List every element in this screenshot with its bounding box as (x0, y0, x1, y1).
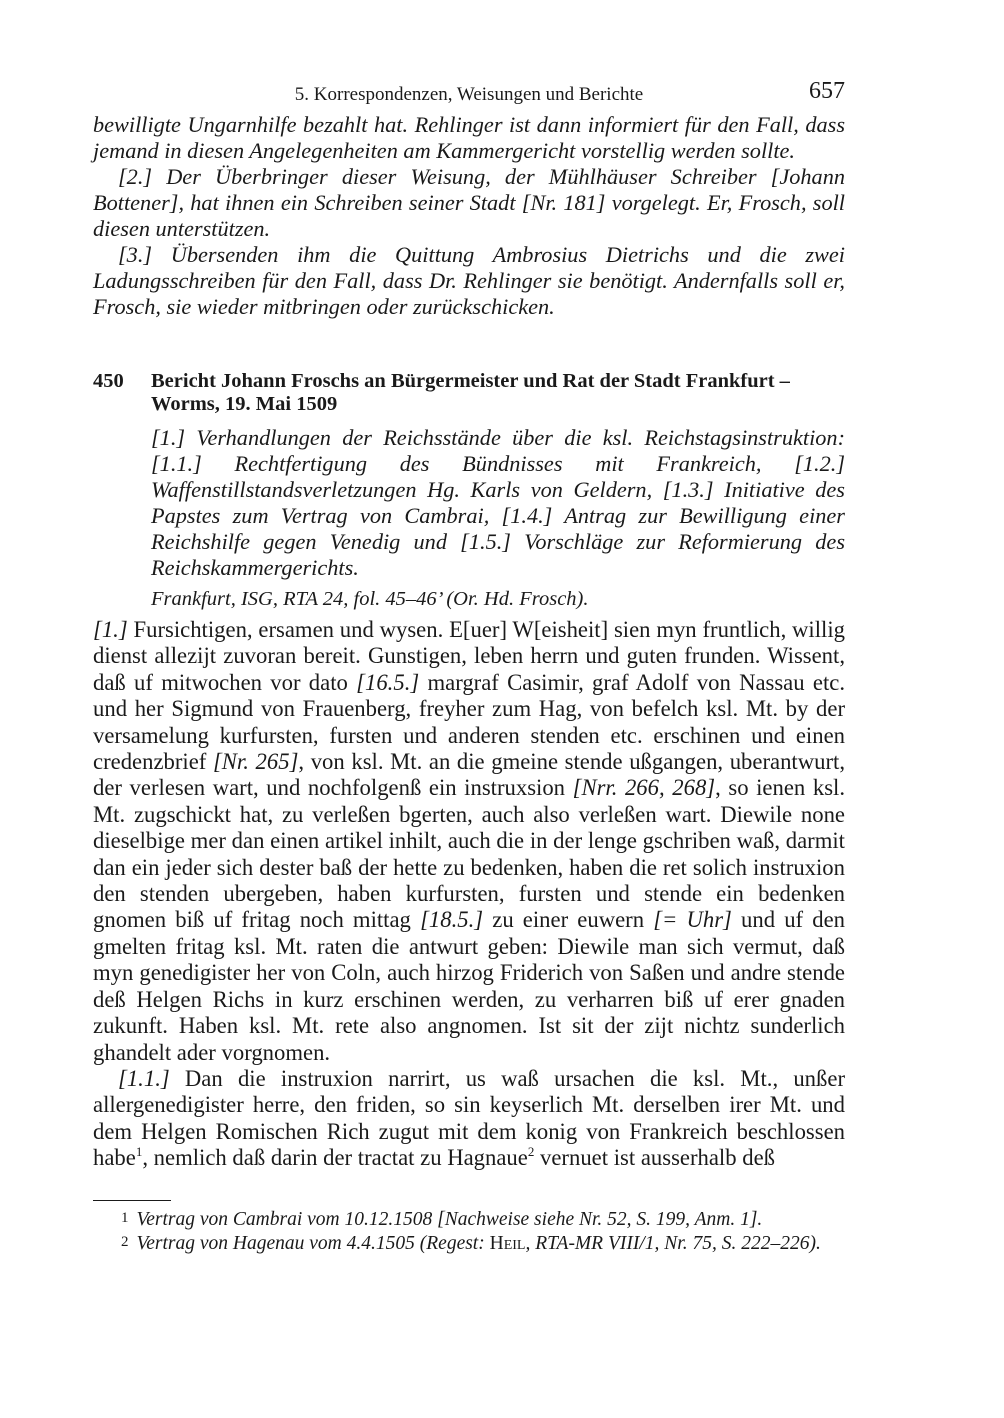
document-number: 450 (93, 370, 124, 392)
text-run: , von ksl. Mt. an die gmeine stende ußgangen, uberantwurt, der verlesen wart, und nochfolgenß ein instruxsion (93, 749, 845, 801)
text-run: vernuet ist ausserhalb deß (534, 1145, 776, 1171)
text-run: Fursichtigen, ersamen und wysen. E[uer] W[eisheit] sien myn fruntlich, willig dienst allezijt zuvoran bereit. Gunstigen, leben herrn und guten frunden. Wissent, daß uf mitwochen vor dato (93, 617, 845, 695)
editorial-annotation: Vertrag von Cambrai vom 10.12.1508 [Nachweise siehe Nr. 52, S. 199, Anm. 1]. (136, 1208, 763, 1230)
editorial-annotation: , RTA-MR VIII/1, Nr. 75, S. 222–226). (525, 1232, 821, 1254)
editorial-annotation: [1.] (93, 617, 128, 642)
editorial-annotation: [1.1.] (118, 1065, 170, 1091)
editorial-annotation: [Nr. 265] (212, 749, 299, 775)
footnote-1 (93, 1207, 845, 1231)
intro-paragraph-2: [2.] Der Überbringer dieser Weisung, der Mühlhäuser Schreiber [Johann Bottener], hat ihnen ein Schreiben seiner Stadt [Nr. 181] vorgelegt. Er, Frosch, soll diesen unterstützen. (93, 164, 845, 241)
text-run: , nemlich daß darin der tractat zu Hagnaue (142, 1145, 528, 1171)
running-head-title: 5. Korrespondenzen, Weisungen und Berichte (294, 84, 644, 105)
editorial-annotation: [16.5.] (356, 669, 420, 695)
footnote-2 (93, 1231, 845, 1255)
body-paragraph-2 (93, 1066, 845, 1172)
document-heading (93, 370, 845, 416)
text-run: zu einer euwern (483, 907, 654, 933)
text-run: , so ienen ksl. Mt. zugschickt hat, zu verleßen bgerten, auch also verleßen wart. Diewile none dieselbige mer dan einen artikel inhilt, auch die in der lenge gschriben waß, darmit dan ein jeder sich dester baß der hette zu bedenken, haben die ret solich instruxion den stenden ubergeben, haben kurfursten, fursten und stende ein bedenken gnomen biß uf fritag noch mittag (93, 775, 845, 933)
text-run: margraf Casimir, graf Adolf von Nassau etc. und her Sigmund von Frauenberg, freyher zum Hag, von befelch ksl. Mt. by der versamelung kurfursten, fursten und anderen stenden etc. erschinen und einen credenzbrief (93, 669, 845, 775)
author-name: Heil (489, 1232, 526, 1254)
editorial-annotation: Vertrag von Hagenau vom 4.4.1505 (Regest: (136, 1232, 490, 1254)
text-run: und uf den gmelten fritag ksl. Mt. raten die antwurt geben: Diewile man sich vermut, daß myn genedigister her von Coln, auch hirzog Friderich von Saßen und andre stende deß Helgen Richs in kurz erschinen werden, zu verharren biß uf erer gnaden zukunft. Haben ksl. Mt. rete also angnomen. Ist sit der zijt nichtz sunderlich ghandelt ader vorgnomen. (93, 907, 846, 1065)
document-source: Frankfurt, ISG, RTA 24, fol. 45–46’ (Or. Hd. Frosch). (151, 588, 589, 610)
body-paragraph-1 (93, 617, 845, 1066)
footnote-mark: 2 (121, 1233, 129, 1250)
editorial-annotation: [= Uhr] (653, 907, 732, 933)
document-body (93, 617, 845, 1172)
page-number: 657 (809, 78, 845, 104)
footnotes (93, 1207, 845, 1255)
intro-paragraph-1: bewilligte Ungarnhilfe bezahlt hat. Rehlinger ist dann informiert für den Fall, dass jemand in diesen Angelegenheiten am Kammergericht vorstellig werden sollte. (93, 112, 845, 163)
page (93, 78, 845, 1255)
text-run: Dan die instruxion narrirt, us waß ursachen die ksl. Mt., unßer allergenedigister herre, den friden, so sin keyserlich Mt. derselben irer Mt. und dem Helgen Romischen Rich zugut mit dem konig von Frankreich beschlossen habe (93, 1065, 845, 1171)
document-regest: [1.] Verhandlungen der Reichsstände über die ksl. Reichstagsinstruktion: [1.1.] Rechtfertigung des Bündnisses mit Frankreich, [1.2.] Waffenstillstandsverletzungen Hg. Karls von Geldern, [1.3.] Initiative des Papstes zum Vertrag von Cambrai, [1.4.] Antrag zur Bewilligung einer Reichshilfe gegen Venedig und [1.5.] Vorschläge zur Reformierung des Reichskammergerichts. (151, 425, 845, 580)
editorial-annotation: [18.5.] (420, 907, 484, 933)
footnote-reference: 2 (527, 1144, 535, 1160)
footnote-mark: 1 (121, 1209, 129, 1226)
editorial-annotation: [Nrr. 266, 268] (572, 775, 716, 801)
footnote-reference: 1 (135, 1144, 143, 1160)
intro-paragraph-3: [3.] Übersenden ihm die Quittung Ambrosius Dietrichs und die zwei Ladungsschreiben für den Fall, dass Dr. Rehlinger sie benötigt. Andernfalls soll er, Frosch, sie wieder mitbringen oder zurückschicken. (93, 242, 845, 319)
document-title: Bericht Johann Froschs an Bürgermeister und Rat der Stadt Frankfurt – Worms, 19. Mai 1509 (151, 370, 790, 415)
running-head (93, 78, 845, 112)
footnote-rule (93, 1200, 171, 1201)
